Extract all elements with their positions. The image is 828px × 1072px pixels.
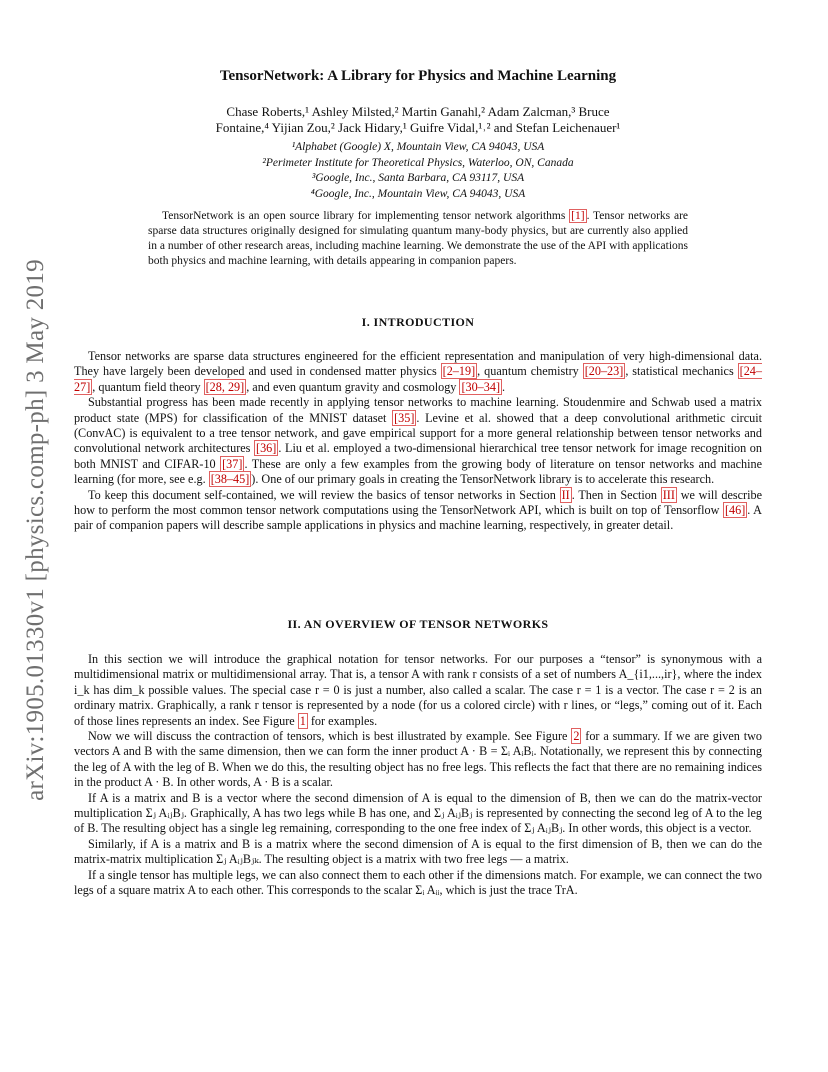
abstract-text: . Tensor networks are sparse data structures originally designed for simulating quantum many-body physics, but are currently also applied in a number of other research areas, including machine learning. We demonstrate the use of the API with applications both physics and machine learning, with details appearing in companion papers. — [148, 210, 688, 267]
affiliation: ¹Alphabet (Google) X, Mountain View, CA 94043, USA — [291, 141, 545, 153]
paragraph: If a single tensor has multiple legs, we can also connect them to each other if the dimensions match. For example, we can connect the two legs of a square matrix A to each other. This corresponds to the scalar Σᵢ Aᵢᵢ, which is just the trace TrA. — [74, 867, 762, 898]
citation-link[interactable]: [20–23] — [584, 364, 624, 379]
paragraph: If A is a matrix and B is a vector where the second dimension of A is equal to the dimension of B, then we can do the matrix-vector multiplication Σⱼ AᵢⱼBⱼ. Graphically, A has two legs while B has one, and Σⱼ AᵢⱼBⱼ is represented by connecting the second leg of A to the leg of B. The resulting object has a single leg remaining, corresponding to the one free index of Σⱼ AᵢⱼBⱼ. In other words, this object is a vector. — [74, 790, 762, 836]
arxiv-identifier: arXiv:1905.01330v1 [physics.comp-ph] 3 May 2019 — [22, 259, 49, 801]
paragraph: In this section we will introduce the graphical notation for tensor networks. For our purposes a “tensor” is synonymous with a multidimensional matrix or multidimensional array. That is, a tensor A with rank r consists of a set of numbers A_{i1,...,ir}, where the index i_k has dim_k possible values. The special case r = 0 is just a number, also called a scalar. The case r = 1 is a vector. The case r = 2 is an ordinary matrix. Graphically, a rank r tensor is represented by a node (for us a colored circle) with r lines, or “legs,” coming out of it. Each of those lines represents an index. See Figure 1 for examples. — [74, 652, 762, 728]
section-link[interactable]: III — [662, 487, 675, 502]
paragraph: Similarly, if A is a matrix and B is a matrix where the second dimension of A is equal to the first dimension of B, then we can do the matrix-matrix multiplication Σⱼ AᵢⱼBⱼₖ. The resulting object is a matrix with two free legs — a matrix. — [74, 836, 762, 867]
section-link[interactable]: II — [561, 487, 570, 502]
introduction-body — [74, 349, 762, 534]
paragraph: Now we will discuss the contraction of tensors, which is best illustrated by example. See Figure 2 for a summary. If we are given two vectors A and B with the same dimension, then we can form the inner product A · B = Σᵢ AᵢBᵢ. Notationally, we represent this by connecting the leg of A with the leg of B. When we do this, the resulting object has no free legs. This reflects the fact that there are no remaining indices in the product A · B. In other words, A · B is a scalar. — [74, 729, 763, 790]
paragraph: To keep this document self-contained, we will review the basics of tensor networks in Section II . Then in Section III we will describe how to perform the most common tensor network computations using the TensorNetwork API, which is built on top of Tensorflow [46] . A pair of companion papers will describe sample applications in physics and machine learning, respectively, in greater detail. — [74, 487, 762, 533]
paper-title: TensorNetwork: A Library for Physics and Machine Learning — [219, 68, 617, 84]
figure-link[interactable]: 1 — [299, 713, 306, 728]
affiliation: ³Google, Inc., Santa Barbara, CA 93117, USA — [311, 172, 525, 184]
citation-link[interactable]: [35] — [394, 410, 415, 425]
abstract-text: TensorNetwork is an open source library for implementing tensor network algorithms — [162, 210, 570, 222]
paragraph: Substantial progress has been made recently in applying tensor networks to machine learning. Stoudenmire and Schwab used a matrix product state (MPS) for classification of the MNIST dataset [35] . Levine et al. showed that a deep convolutional arithmetic circuit (ConvAC) is equivalent to a tree tensor network, and gave empirical support for a more general relationship between tensor networks and convolutional network architectures [36] . Liu et al. employed a two-dimensional hierarchical tree tensor network for image recognition on both MNIST and CIFAR-10 [37] . These are only a few examples from the growing body of literature on tensor networks and machine learning (for more, see e.g. [38–45] ). One of our primary goals in creating the TensorNetwork library is to accelerate this research. — [74, 395, 762, 487]
figure-link[interactable]: 2 — [573, 729, 580, 744]
citation-link[interactable]: [46] — [724, 503, 746, 518]
overview-body — [74, 652, 762, 899]
citation-link[interactable]: [2–19] — [442, 364, 476, 379]
citation-link[interactable]: [24–27] — [74, 364, 762, 394]
arxiv-sidebar-stamp — [16, 235, 56, 825]
affiliation-list — [74, 140, 762, 202]
authors-line-1: Chase Roberts,¹ Ashley Milsted,² Martin Ganahl,² Adam Zalcman,³ Bruce — [226, 104, 610, 119]
authors-line-2: Fontaine,⁴ Yijian Zou,² Jack Hidary,¹ Guifre Vidal,¹˒² and Stefan Leichenauer¹ — [215, 120, 621, 135]
citation-link[interactable]: [37] — [222, 456, 243, 471]
section-heading-overview: II. AN OVERVIEW OF TENSOR NETWORKS — [287, 617, 549, 631]
section-heading-introduction: I. INTRODUCTION — [361, 315, 475, 329]
affiliation: ²Perimeter Institute for Theoretical Physics, Waterloo, ON, Canada — [262, 156, 574, 169]
citation-link[interactable]: [28, 29] — [205, 379, 245, 394]
citation-link[interactable]: [36] — [256, 441, 277, 456]
citation-link[interactable]: [30–34] — [461, 379, 501, 394]
paragraph: Tensor networks are sparse data structures engineered for the efficient representation and manipulation of very high-dimensional data. They have largely been developed and used in condensed matter physics [2–19] , quantum chemistry [20–23] , statistical mechanics [24–27] , quantum field theory [28, 29] , and even quantum gravity and cosmology [30–34] . — [74, 349, 762, 394]
author-list — [134, 104, 702, 136]
affiliation: ⁴Google, Inc., Mountain View, CA 94043, USA — [310, 187, 526, 200]
citation-link[interactable]: [1] — [571, 210, 585, 222]
abstract — [148, 209, 688, 269]
citation-link[interactable]: [38–45] — [210, 472, 250, 487]
